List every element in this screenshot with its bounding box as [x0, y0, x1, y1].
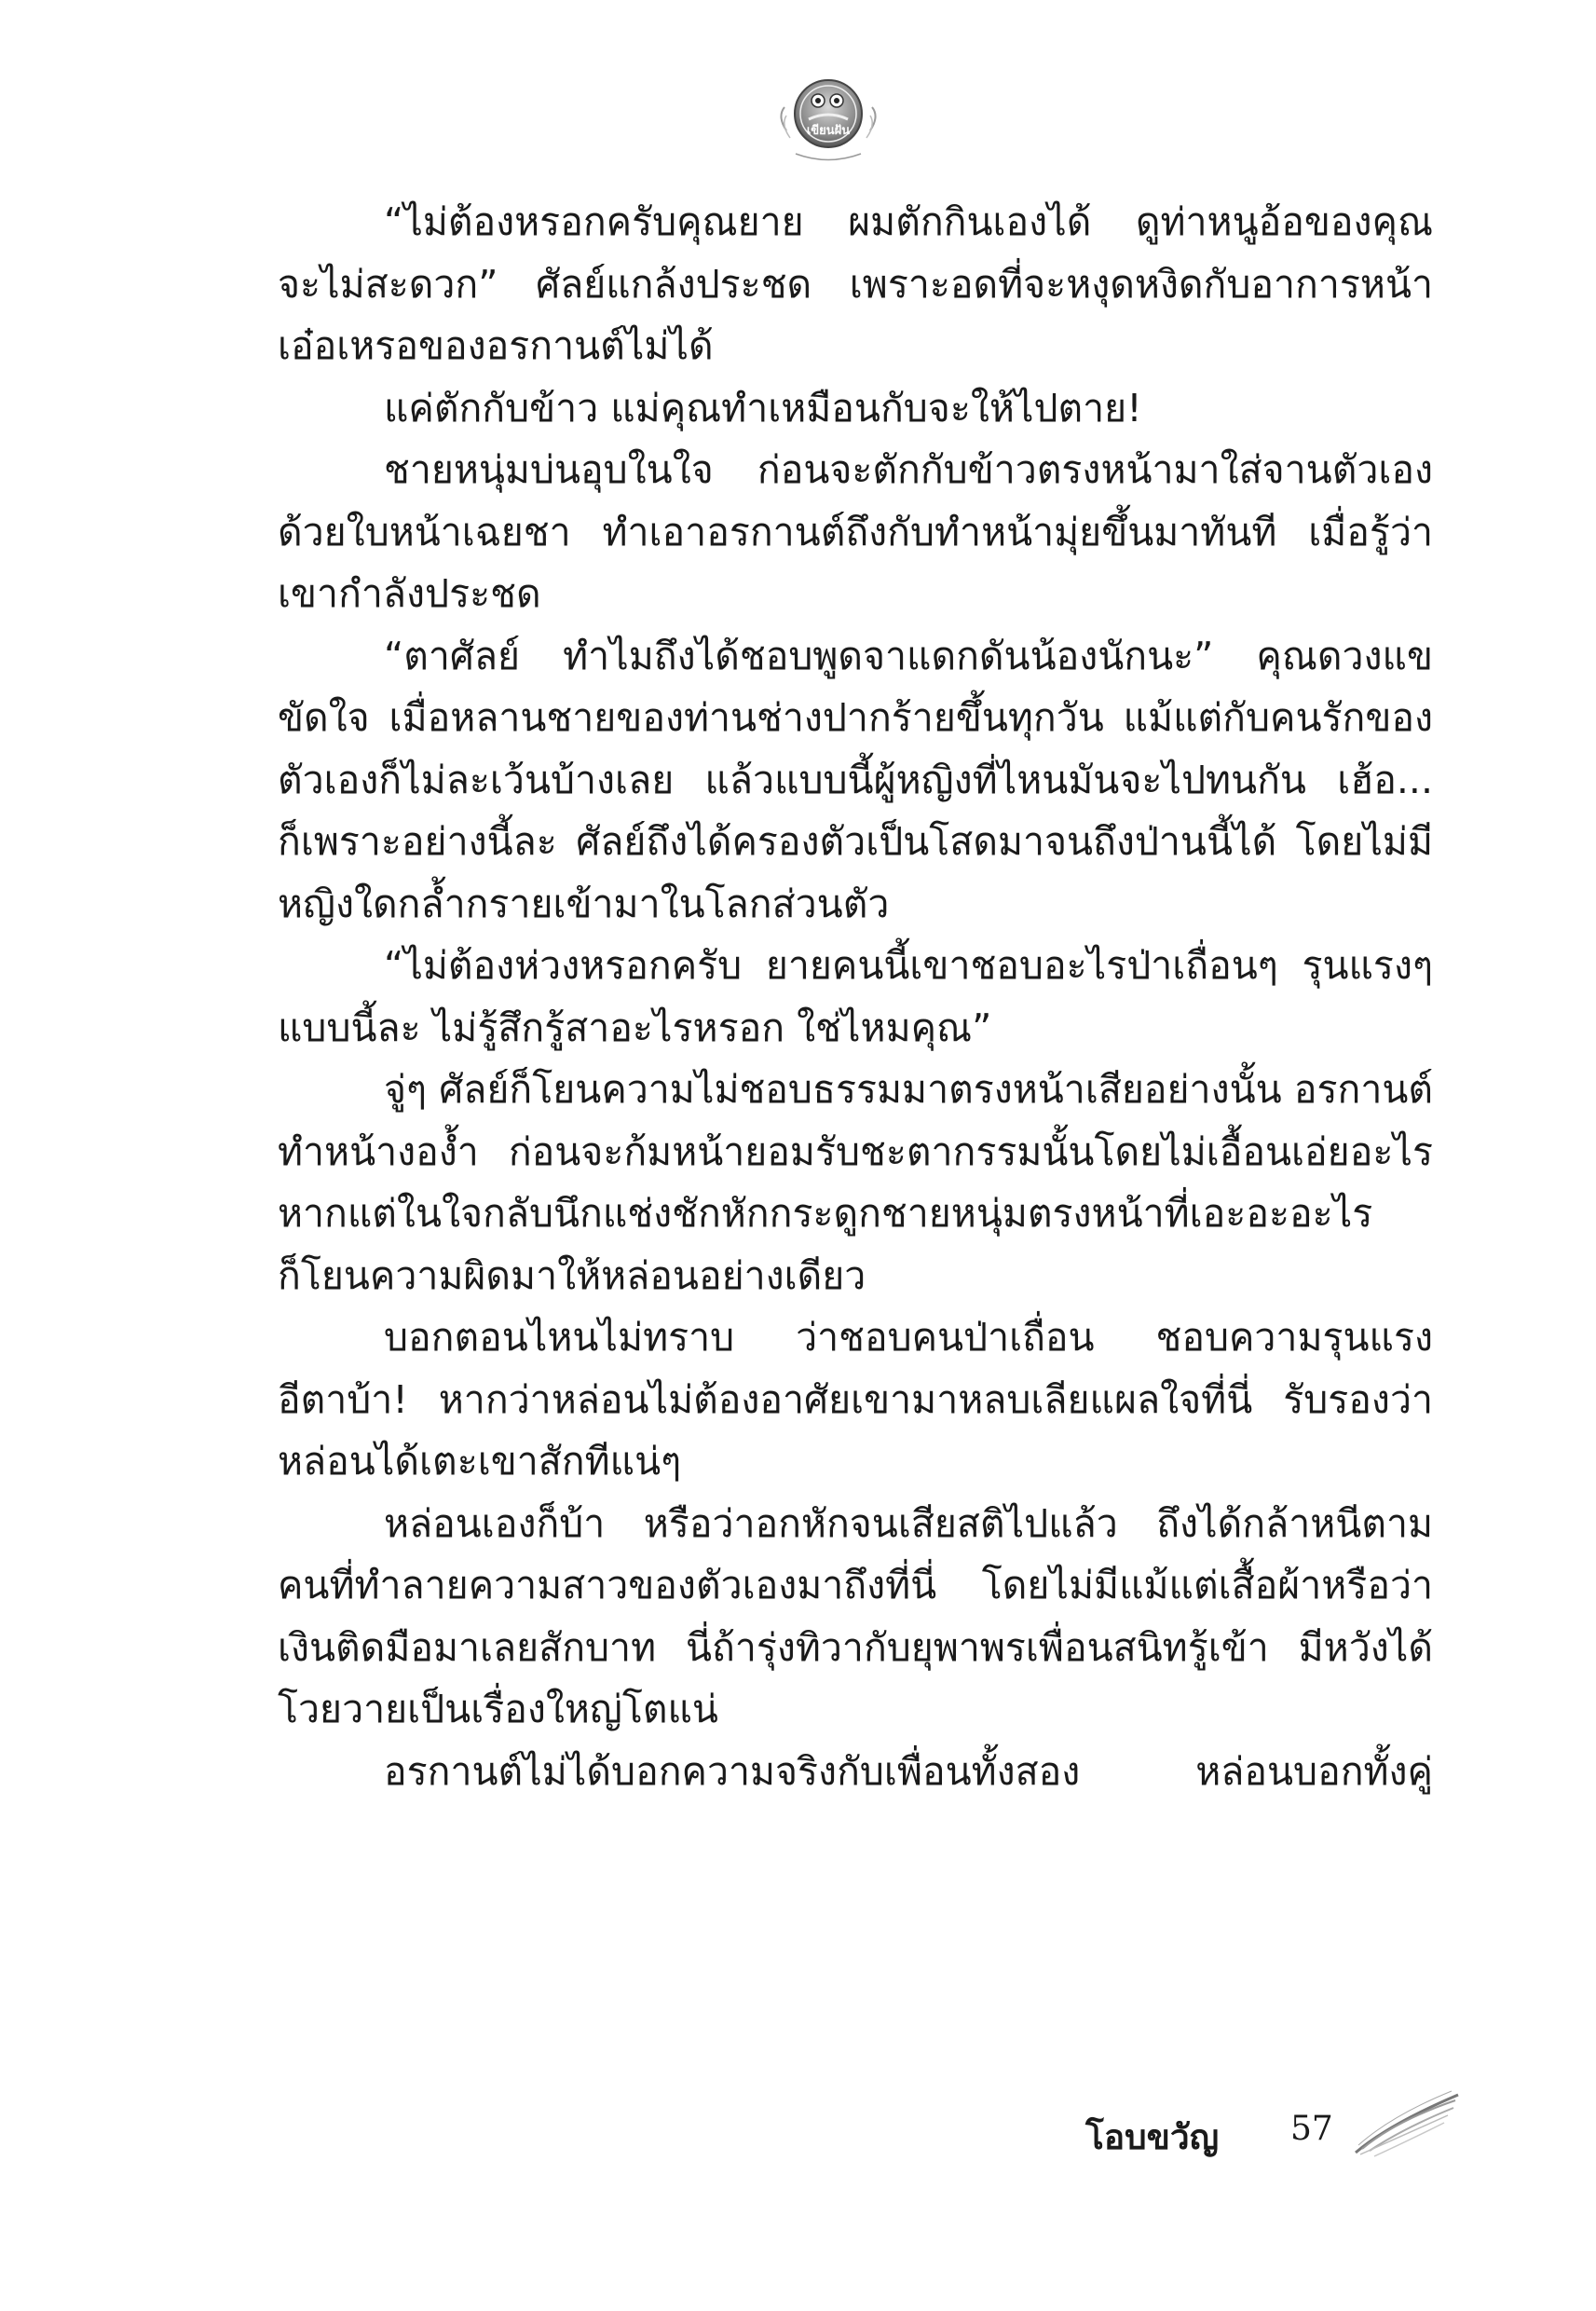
text-line: อีตาบ้า! หากว่าหล่อนไม่ต้องอาศัยเขามาหลบเลียแผลใจที่นี่ รับรองว่า [278, 1376, 1433, 1422]
text-line: “ไม่ต้องหรอกครับคุณยาย ผมตักกินเองได้ ดูท่าหนูอ้อของคุณ [384, 199, 1433, 244]
text-line: โวยวายเป็นเรื่องใหญ่โตแน่ [278, 1687, 718, 1731]
text-line: แค่ตักกับข้าว แม่คุณทำเหมือนกับจะให้ไปตาย! [384, 385, 1142, 431]
book-title: โอบขวัญ [1085, 2117, 1220, 2157]
text-line: ก็โยนความผิดมาให้หล่อนอย่างเดียว [278, 1252, 866, 1298]
text-line: บอกตอนไหนไม่ทราบ ว่าชอบคนป่าเถื่อน ชอบความรุนแรง [384, 1315, 1433, 1360]
text-line: “ตาศัลย์ ทำไมถึงได้ชอบพูดจาแดกดันน้องนักนะ” คุณดวงแข [384, 633, 1433, 678]
text-line: ชายหนุ่มบ่นอุบในใจ ก่อนจะตักกับข้าวตรงหน้ามาใส่จานตัวเอง [384, 447, 1433, 492]
story-text [278, 191, 1433, 1802]
text-line: ก็เพราะอย่างนี้ละ ศัลย์ถึงได้ครองตัวเป็นโสดมาจนถึงป่านนี้ได้ โดยไม่มี [278, 819, 1433, 864]
text-line: หล่อนเองก็บ้า หรือว่าอกหักจนเสียสติไปแล้ว ถึงได้กล้าหนีตาม [384, 1500, 1433, 1546]
text-line: ด้วยใบหน้าเฉยชา ทำเอาอรกานต์ถึงกับทำหน้ามุ่ยขึ้นมาทันที เมื่อรู้ว่า [278, 509, 1433, 554]
text-line: ตัวเองก็ไม่ละเว้นบ้างเลย แล้วแบบนี้ผู้หญิงที่ไหนมันจะไปทนกัน เฮ้อ... [278, 757, 1433, 802]
logo-text: เขียนฝัน [806, 124, 851, 138]
page-number: 57 [1290, 2110, 1333, 2148]
text-line: ทำหน้างอง้ำ ก่อนจะก้มหน้ายอมรับชะตากรรมนั้นโดยไม่เอื้อนเอ่ยอะไร [278, 1128, 1433, 1174]
text-line: แบบนี้ละ ไม่รู้สึกรู้สาอะไรหรอก ใช่ไหมคุณ” [278, 1005, 992, 1050]
text-line: หญิงใดกล้ำกรายเข้ามาในโลกส่วนตัว [278, 881, 890, 926]
text-line: คนที่ทำลายความสาวของตัวเองมาถึงที่นี่ โดยไม่มีแม้แต่เสื้อผ้าหรือว่า [278, 1563, 1433, 1607]
text-line: จะไม่สะดวก” ศัลย์แกล้งประชด เพราะอดที่จะหงุดหงิดกับอาการหน้า [278, 261, 1433, 307]
page-footer [1085, 2087, 1458, 2171]
text-line: “ไม่ต้องห่วงหรอกครับ ยายคนนี้เขาชอบอะไรป่าเถื่อนๆ รุนแรงๆ [384, 943, 1433, 988]
book-emblem-icon [777, 65, 880, 168]
text-line: ขัดใจ เมื่อหลานชายของท่านช่างปากร้ายขึ้นทุกวัน แม้แต่กับคนรักของ [278, 695, 1433, 740]
text-line: อรกานต์ไม่ได้บอกความจริงกับเพื่อนทั้งสอง หล่อนบอกทั้งคู่ [384, 1748, 1433, 1794]
feather-brush-icon [1351, 2087, 1463, 2162]
text-line: หล่อนได้เตะเขาสักทีแน่ๆ [278, 1439, 682, 1484]
text-line: จู่ๆ ศัลย์ก็โยนความไม่ชอบธรรมมาตรงหน้าเสียอย่างนั้น อรกานต์ [384, 1067, 1433, 1112]
text-line: หากแต่ในใจกลับนึกแช่งชักหักกระดูกชายหนุ่มตรงหน้าที่เอะอะอะไร [278, 1191, 1373, 1236]
text-line: เขากำลังประชด [278, 571, 541, 616]
text-line: เงินติดมือมาเลยสักบาท นี่ถ้ารุ่งทิวากับยุพาพรเพื่อนสนิทรู้เข้า มีหวังได้ [278, 1624, 1433, 1670]
text-line: เอ๋อเหรอของอรกานต์ไม่ได้ [278, 323, 714, 368]
